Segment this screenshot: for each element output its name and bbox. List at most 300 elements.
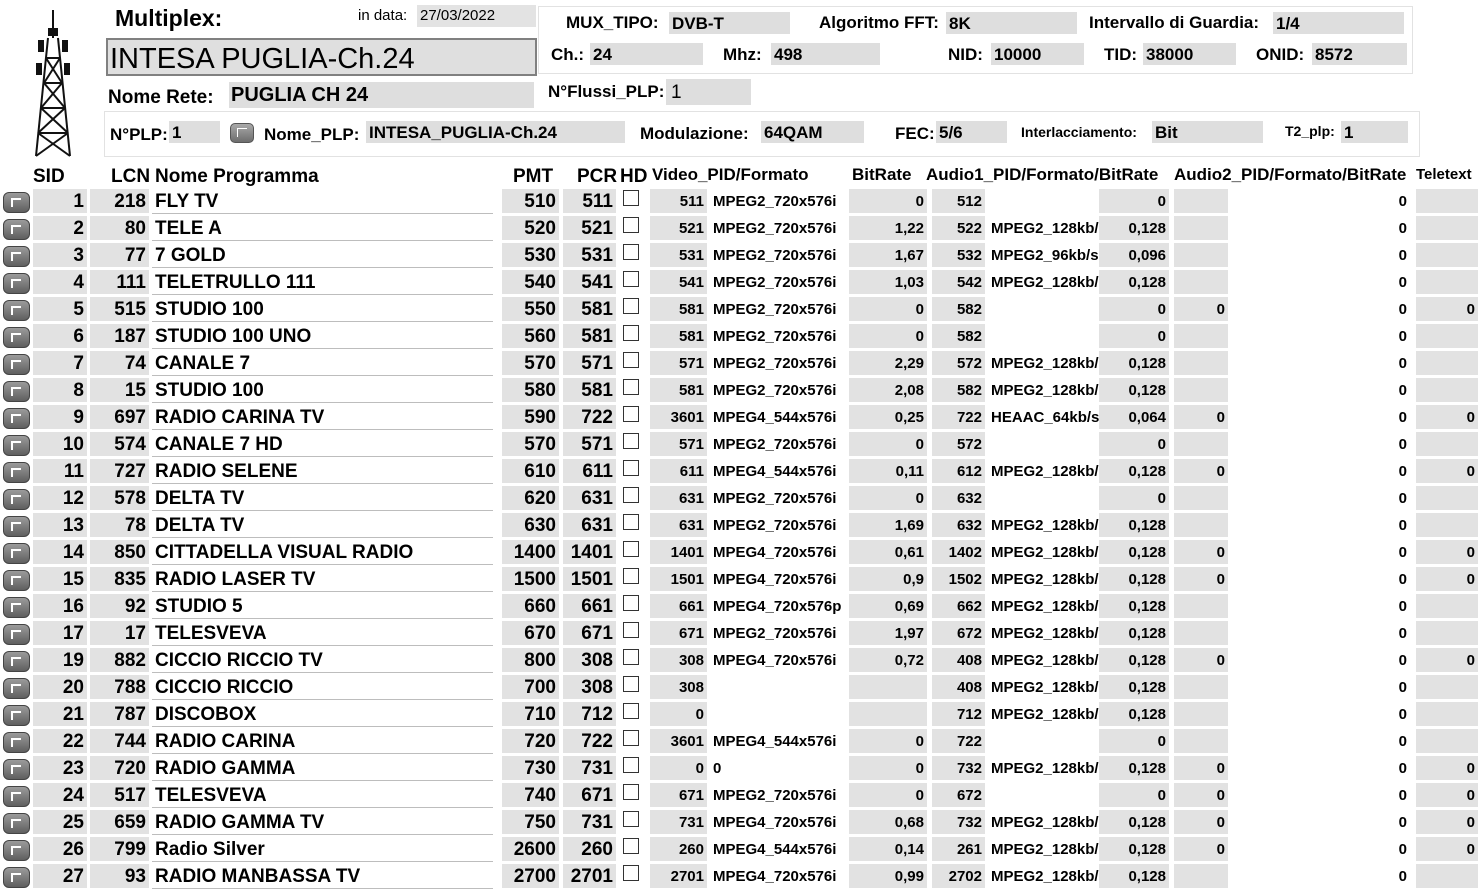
audio1-pid-cell[interactable]: 722 — [932, 405, 985, 429]
audio1-bitrate-cell[interactable]: 0 — [1099, 729, 1169, 753]
video-pid-cell[interactable]: 571 — [650, 432, 707, 456]
video-pid-cell[interactable]: 541 — [650, 270, 707, 294]
program-name-cell[interactable]: RADIO CARINA — [152, 729, 493, 754]
audio2-pid-cell[interactable] — [1174, 189, 1228, 213]
video-pid-cell[interactable]: 581 — [650, 378, 707, 402]
hd-checkbox[interactable] — [623, 487, 639, 503]
audio1-bitrate-cell[interactable]: 0,128 — [1099, 216, 1169, 240]
audio2-pid-cell[interactable] — [1174, 594, 1228, 618]
program-name-cell[interactable]: TELE A — [152, 216, 493, 241]
sid-cell[interactable]: 25 — [33, 810, 87, 834]
video-format-cell[interactable]: MPEG2_720x576i — [713, 490, 837, 507]
pmt-cell[interactable]: 580 — [502, 378, 559, 402]
teletext-cell[interactable]: 0 — [1416, 297, 1478, 321]
row-record-icon[interactable] — [3, 516, 30, 537]
video-pid-cell[interactable]: 1401 — [650, 540, 707, 564]
audio1-format-cell[interactable]: MPEG2_128kb/ — [991, 274, 1099, 291]
pmt-cell[interactable]: 1400 — [502, 540, 559, 564]
program-name-cell[interactable]: TELESVEVA — [152, 621, 493, 646]
teletext-cell[interactable] — [1416, 324, 1478, 348]
audio1-pid-cell[interactable]: 532 — [932, 243, 985, 267]
video-pid-cell[interactable]: 2701 — [650, 864, 707, 888]
pmt-cell[interactable]: 720 — [502, 729, 559, 753]
t2-field[interactable]: 1 — [1341, 121, 1408, 143]
lcn-cell[interactable]: 78 — [90, 513, 149, 537]
video-pid-cell[interactable]: 671 — [650, 783, 707, 807]
hd-checkbox[interactable] — [623, 568, 639, 584]
video-bitrate-cell[interactable] — [849, 702, 927, 726]
audio2-bitrate-cell[interactable]: 0 — [1398, 220, 1407, 237]
pcr-cell[interactable]: 581 — [563, 378, 616, 402]
audio2-pid-cell[interactable]: 0 — [1174, 567, 1228, 591]
audio1-pid-cell[interactable]: 572 — [932, 432, 985, 456]
pmt-cell[interactable]: 700 — [502, 675, 559, 699]
audio1-pid-cell[interactable]: 582 — [932, 324, 985, 348]
audio1-pid-cell[interactable]: 722 — [932, 729, 985, 753]
audio1-bitrate-cell[interactable]: 0,128 — [1099, 675, 1169, 699]
program-name-cell[interactable]: DISCOBOX — [152, 702, 493, 727]
video-format-cell[interactable]: MPEG4_544x576i — [713, 409, 837, 426]
audio1-bitrate-cell[interactable]: 0,128 — [1099, 702, 1169, 726]
pcr-cell[interactable]: 611 — [563, 459, 616, 483]
video-pid-cell[interactable]: 731 — [650, 810, 707, 834]
sid-cell[interactable]: 19 — [33, 648, 87, 672]
hd-checkbox[interactable] — [623, 433, 639, 449]
audio2-pid-cell[interactable]: 0 — [1174, 405, 1228, 429]
lcn-cell[interactable]: 720 — [90, 756, 149, 780]
sid-cell[interactable]: 23 — [33, 756, 87, 780]
audio1-format-cell[interactable]: MPEG2_128kb/ — [991, 679, 1099, 696]
pmt-cell[interactable]: 2600 — [502, 837, 559, 861]
teletext-cell[interactable] — [1416, 189, 1478, 213]
program-name-cell[interactable]: STUDIO 100 — [152, 378, 493, 403]
pmt-cell[interactable]: 710 — [502, 702, 559, 726]
video-format-cell[interactable]: MPEG4_720x576i — [713, 544, 837, 561]
audio1-bitrate-cell[interactable]: 0,128 — [1099, 648, 1169, 672]
row-record-icon[interactable] — [3, 489, 30, 510]
sid-cell[interactable]: 11 — [33, 459, 87, 483]
audio2-bitrate-cell[interactable]: 0 — [1398, 760, 1407, 777]
video-pid-cell[interactable]: 661 — [650, 594, 707, 618]
program-name-cell[interactable]: RADIO GAMMA — [152, 756, 493, 781]
audio1-pid-cell[interactable]: 632 — [932, 513, 985, 537]
video-bitrate-cell[interactable]: 0 — [849, 297, 927, 321]
audio2-bitrate-cell[interactable]: 0 — [1398, 382, 1407, 399]
video-format-cell[interactable]: MPEG4_544x576i — [713, 733, 837, 750]
audio1-format-cell[interactable]: MPEG2_96kb/s — [991, 247, 1099, 264]
teletext-cell[interactable] — [1416, 513, 1478, 537]
lcn-cell[interactable]: 882 — [90, 648, 149, 672]
audio1-pid-cell[interactable]: 672 — [932, 783, 985, 807]
pcr-cell[interactable]: 631 — [563, 486, 616, 510]
video-format-cell[interactable]: MPEG4_720x576i — [713, 571, 837, 588]
video-pid-cell[interactable]: 631 — [650, 513, 707, 537]
pmt-cell[interactable]: 610 — [502, 459, 559, 483]
pcr-cell[interactable]: 541 — [563, 270, 616, 294]
audio1-bitrate-cell[interactable]: 0,128 — [1099, 270, 1169, 294]
hd-checkbox[interactable] — [623, 595, 639, 611]
pmt-cell[interactable]: 590 — [502, 405, 559, 429]
audio1-bitrate-cell[interactable]: 0 — [1099, 783, 1169, 807]
audio2-pid-cell[interactable] — [1174, 216, 1228, 240]
pcr-cell[interactable]: 571 — [563, 432, 616, 456]
teletext-cell[interactable] — [1416, 621, 1478, 645]
video-bitrate-cell[interactable]: 0 — [849, 729, 927, 753]
audio1-pid-cell[interactable]: 1402 — [932, 540, 985, 564]
video-bitrate-cell[interactable]: 0,72 — [849, 648, 927, 672]
audio1-bitrate-cell[interactable]: 0,128 — [1099, 378, 1169, 402]
pmt-cell[interactable]: 750 — [502, 810, 559, 834]
lcn-cell[interactable]: 850 — [90, 540, 149, 564]
audio1-pid-cell[interactable]: 408 — [932, 675, 985, 699]
pmt-cell[interactable]: 570 — [502, 432, 559, 456]
audio1-bitrate-cell[interactable]: 0 — [1099, 189, 1169, 213]
hd-checkbox[interactable] — [623, 406, 639, 422]
row-record-icon[interactable] — [3, 543, 30, 564]
audio1-format-cell[interactable]: MPEG2_128kb/ — [991, 625, 1099, 642]
lcn-cell[interactable]: 80 — [90, 216, 149, 240]
video-format-cell[interactable] — [711, 702, 849, 726]
teletext-cell[interactable]: 0 — [1416, 405, 1478, 429]
teletext-cell[interactable]: 0 — [1416, 648, 1478, 672]
sid-cell[interactable]: 15 — [33, 567, 87, 591]
video-format-cell[interactable]: 0 — [713, 760, 722, 777]
sid-cell[interactable]: 14 — [33, 540, 87, 564]
hd-checkbox[interactable] — [623, 676, 639, 692]
audio1-bitrate-cell[interactable]: 0,128 — [1099, 351, 1169, 375]
hd-checkbox[interactable] — [623, 460, 639, 476]
video-pid-cell[interactable]: 260 — [650, 837, 707, 861]
teletext-cell[interactable] — [1416, 351, 1478, 375]
audio1-format-cell[interactable]: MPEG2_128kb/ — [991, 760, 1099, 777]
video-pid-cell[interactable]: 521 — [650, 216, 707, 240]
sid-cell[interactable]: 20 — [33, 675, 87, 699]
teletext-cell[interactable]: 0 — [1416, 837, 1478, 861]
teletext-cell[interactable] — [1416, 864, 1478, 888]
pmt-cell[interactable]: 630 — [502, 513, 559, 537]
row-record-icon[interactable] — [3, 354, 30, 375]
nome-plp-field[interactable]: INTESA_PUGLIA-Ch.24 — [366, 121, 625, 143]
video-format-cell[interactable]: MPEG2_720x576i — [713, 247, 837, 264]
row-record-icon[interactable] — [3, 327, 30, 348]
pcr-cell[interactable]: 308 — [563, 675, 616, 699]
lcn-cell[interactable]: 17 — [90, 621, 149, 645]
audio2-pid-cell[interactable] — [1174, 675, 1228, 699]
row-record-icon[interactable] — [3, 624, 30, 645]
audio2-bitrate-cell[interactable]: 0 — [1398, 814, 1407, 831]
video-bitrate-cell[interactable]: 0,69 — [849, 594, 927, 618]
pcr-cell[interactable]: 260 — [563, 837, 616, 861]
audio1-pid-cell[interactable]: 732 — [932, 756, 985, 780]
video-format-cell[interactable]: MPEG2_720x576i — [713, 328, 837, 345]
video-pid-cell[interactable]: 581 — [650, 324, 707, 348]
video-bitrate-cell[interactable]: 0,14 — [849, 837, 927, 861]
pmt-cell[interactable]: 800 — [502, 648, 559, 672]
audio2-bitrate-cell[interactable]: 0 — [1398, 733, 1407, 750]
video-bitrate-cell[interactable]: 2,08 — [849, 378, 927, 402]
pcr-cell[interactable]: 511 — [563, 189, 616, 213]
video-format-cell[interactable]: MPEG2_720x576i — [713, 787, 837, 804]
video-format-cell[interactable]: MPEG4_544x576i — [713, 463, 837, 480]
lcn-cell[interactable]: 74 — [90, 351, 149, 375]
audio2-pid-cell[interactable]: 0 — [1174, 756, 1228, 780]
video-pid-cell[interactable]: 0 — [650, 702, 707, 726]
audio1-pid-cell[interactable]: 542 — [932, 270, 985, 294]
audio1-bitrate-cell[interactable]: 0,128 — [1099, 621, 1169, 645]
video-format-cell[interactable]: MPEG4_720x576i — [713, 652, 837, 669]
pcr-cell[interactable]: 531 — [563, 243, 616, 267]
audio2-pid-cell[interactable]: 0 — [1174, 648, 1228, 672]
audio1-pid-cell[interactable]: 662 — [932, 594, 985, 618]
video-bitrate-cell[interactable]: 0 — [849, 486, 927, 510]
video-pid-cell[interactable]: 0 — [650, 756, 707, 780]
sid-cell[interactable]: 21 — [33, 702, 87, 726]
pcr-cell[interactable]: 1501 — [563, 567, 616, 591]
audio1-format-cell[interactable]: MPEG2_128kb/ — [991, 571, 1099, 588]
sid-cell[interactable]: 5 — [33, 297, 87, 321]
sid-cell[interactable]: 24 — [33, 783, 87, 807]
audio2-pid-cell[interactable] — [1174, 270, 1228, 294]
video-bitrate-cell[interactable]: 1,97 — [849, 621, 927, 645]
video-format-cell[interactable]: MPEG2_720x576i — [713, 355, 837, 372]
pmt-cell[interactable]: 670 — [502, 621, 559, 645]
date-field[interactable]: 27/03/2022 — [417, 5, 536, 27]
row-record-icon[interactable] — [3, 246, 30, 267]
sid-cell[interactable]: 4 — [33, 270, 87, 294]
fft-field[interactable]: 8K — [946, 12, 1077, 34]
pcr-cell[interactable]: 2701 — [563, 864, 616, 888]
video-format-cell[interactable] — [711, 675, 849, 699]
program-name-cell[interactable]: STUDIO 5 — [152, 594, 493, 619]
lcn-cell[interactable]: 218 — [90, 189, 149, 213]
pcr-cell[interactable]: 731 — [563, 756, 616, 780]
lcn-cell[interactable]: 574 — [90, 432, 149, 456]
video-bitrate-cell[interactable]: 0,99 — [849, 864, 927, 888]
pmt-cell[interactable]: 550 — [502, 297, 559, 321]
pcr-cell[interactable]: 1401 — [563, 540, 616, 564]
lcn-cell[interactable]: 187 — [90, 324, 149, 348]
program-name-cell[interactable]: CITTADELLA VISUAL RADIO — [152, 540, 493, 565]
program-name-cell[interactable]: DELTA TV — [152, 513, 493, 538]
row-record-icon[interactable] — [3, 705, 30, 726]
teletext-cell[interactable] — [1416, 432, 1478, 456]
sid-cell[interactable]: 3 — [33, 243, 87, 267]
program-name-cell[interactable]: STUDIO 100 UNO — [152, 324, 493, 349]
row-record-icon[interactable] — [3, 462, 30, 483]
audio1-bitrate-cell[interactable]: 0,128 — [1099, 459, 1169, 483]
pcr-cell[interactable]: 671 — [563, 621, 616, 645]
audio1-format-cell[interactable]: MPEG2_128kb/ — [991, 517, 1099, 534]
audio2-bitrate-cell[interactable]: 0 — [1398, 868, 1407, 885]
audio2-bitrate-cell[interactable]: 0 — [1398, 355, 1407, 372]
audio2-bitrate-cell[interactable]: 0 — [1398, 274, 1407, 291]
row-record-icon[interactable] — [3, 408, 30, 429]
audio1-format-cell[interactable] — [989, 189, 1101, 213]
pmt-cell[interactable]: 660 — [502, 594, 559, 618]
row-record-icon[interactable] — [3, 597, 30, 618]
program-name-cell[interactable]: STUDIO 100 — [152, 297, 493, 322]
pcr-cell[interactable]: 731 — [563, 810, 616, 834]
teletext-cell[interactable]: 0 — [1416, 459, 1478, 483]
teletext-cell[interactable]: 0 — [1416, 756, 1478, 780]
row-record-icon[interactable] — [3, 678, 30, 699]
audio1-bitrate-cell[interactable]: 0,128 — [1099, 837, 1169, 861]
audio1-pid-cell[interactable]: 572 — [932, 351, 985, 375]
hd-checkbox[interactable] — [623, 649, 639, 665]
pcr-cell[interactable]: 722 — [563, 729, 616, 753]
audio1-format-cell[interactable]: MPEG2_128kb/ — [991, 814, 1099, 831]
sid-cell[interactable]: 9 — [33, 405, 87, 429]
video-bitrate-cell[interactable]: 0,25 — [849, 405, 927, 429]
video-pid-cell[interactable]: 631 — [650, 486, 707, 510]
video-bitrate-cell[interactable]: 0 — [849, 756, 927, 780]
audio1-format-cell[interactable]: MPEG2_128kb/ — [991, 355, 1099, 372]
video-pid-cell[interactable]: 3601 — [650, 729, 707, 753]
tid-field[interactable]: 38000 — [1143, 43, 1236, 65]
program-name-cell[interactable]: RADIO GAMMA TV — [152, 810, 493, 835]
hd-checkbox[interactable] — [623, 811, 639, 827]
audio1-format-cell[interactable] — [989, 729, 1101, 753]
hd-checkbox[interactable] — [623, 757, 639, 773]
audio1-format-cell[interactable] — [989, 324, 1101, 348]
audio2-pid-cell[interactable] — [1174, 729, 1228, 753]
audio2-bitrate-cell[interactable]: 0 — [1398, 490, 1407, 507]
audio1-bitrate-cell[interactable]: 0,064 — [1099, 405, 1169, 429]
program-name-cell[interactable]: RADIO CARINA TV — [152, 405, 493, 430]
lcn-cell[interactable]: 578 — [90, 486, 149, 510]
audio1-bitrate-cell[interactable]: 0,128 — [1099, 756, 1169, 780]
hd-checkbox[interactable] — [623, 298, 639, 314]
video-bitrate-cell[interactable]: 0 — [849, 324, 927, 348]
lcn-cell[interactable]: 517 — [90, 783, 149, 807]
lcn-cell[interactable]: 788 — [90, 675, 149, 699]
pcr-cell[interactable]: 581 — [563, 297, 616, 321]
audio1-bitrate-cell[interactable]: 0,128 — [1099, 513, 1169, 537]
audio1-pid-cell[interactable]: 672 — [932, 621, 985, 645]
lcn-cell[interactable]: 787 — [90, 702, 149, 726]
audio1-bitrate-cell[interactable]: 0,096 — [1099, 243, 1169, 267]
pmt-cell[interactable]: 530 — [502, 243, 559, 267]
video-bitrate-cell[interactable]: 0,11 — [849, 459, 927, 483]
audio2-bitrate-cell[interactable]: 0 — [1398, 193, 1407, 210]
hd-checkbox[interactable] — [623, 325, 639, 341]
pcr-cell[interactable]: 722 — [563, 405, 616, 429]
video-pid-cell[interactable]: 571 — [650, 351, 707, 375]
lcn-cell[interactable]: 92 — [90, 594, 149, 618]
video-format-cell[interactable]: MPEG2_720x576i — [713, 517, 837, 534]
row-record-icon[interactable] — [3, 867, 30, 888]
video-bitrate-cell[interactable]: 1,67 — [849, 243, 927, 267]
hd-checkbox[interactable] — [623, 190, 639, 206]
audio2-pid-cell[interactable] — [1174, 351, 1228, 375]
audio1-format-cell[interactable] — [989, 486, 1101, 510]
row-record-icon[interactable] — [3, 273, 30, 294]
fec-field[interactable]: 5/6 — [936, 121, 1007, 143]
audio2-bitrate-cell[interactable]: 0 — [1398, 625, 1407, 642]
audio2-pid-cell[interactable] — [1174, 486, 1228, 510]
teletext-cell[interactable]: 0 — [1416, 540, 1478, 564]
program-name-cell[interactable]: FLY TV — [152, 189, 493, 214]
sid-cell[interactable]: 8 — [33, 378, 87, 402]
audio2-bitrate-cell[interactable]: 0 — [1398, 247, 1407, 264]
video-format-cell[interactable]: MPEG2_720x576i — [713, 220, 837, 237]
pmt-cell[interactable]: 570 — [502, 351, 559, 375]
program-name-cell[interactable]: CANALE 7 — [152, 351, 493, 376]
audio1-format-cell[interactable]: MPEG2_128kb/ — [991, 544, 1099, 561]
audio1-format-cell[interactable]: MPEG2_128kb/ — [991, 841, 1099, 858]
program-name-cell[interactable]: RADIO MANBASSA TV — [152, 864, 493, 889]
video-format-cell[interactable]: MPEG4_720x576i — [713, 814, 837, 831]
teletext-cell[interactable] — [1416, 702, 1478, 726]
teletext-cell[interactable]: 0 — [1416, 783, 1478, 807]
video-bitrate-cell[interactable]: 2,29 — [849, 351, 927, 375]
video-bitrate-cell[interactable]: 0,9 — [849, 567, 927, 591]
sid-cell[interactable]: 6 — [33, 324, 87, 348]
teletext-cell[interactable] — [1416, 243, 1478, 267]
audio2-bitrate-cell[interactable]: 0 — [1398, 517, 1407, 534]
audio1-bitrate-cell[interactable]: 0 — [1099, 432, 1169, 456]
pcr-cell[interactable]: 712 — [563, 702, 616, 726]
interl-field[interactable]: Bit — [1152, 121, 1263, 143]
program-name-cell[interactable]: RADIO LASER TV — [152, 567, 493, 592]
mod-field[interactable]: 64QAM — [761, 121, 864, 143]
audio1-format-cell[interactable]: MPEG2_128kb/ — [991, 220, 1099, 237]
teletext-cell[interactable] — [1416, 675, 1478, 699]
row-record-icon[interactable] — [3, 759, 30, 780]
pmt-cell[interactable]: 520 — [502, 216, 559, 240]
plp-field[interactable]: 1 — [169, 121, 220, 143]
program-name-cell[interactable]: TELESVEVA — [152, 783, 493, 808]
video-bitrate-cell[interactable]: 1,22 — [849, 216, 927, 240]
teletext-cell[interactable]: 0 — [1416, 567, 1478, 591]
audio2-bitrate-cell[interactable]: 0 — [1398, 679, 1407, 696]
sid-cell[interactable]: 7 — [33, 351, 87, 375]
video-pid-cell[interactable]: 308 — [650, 675, 707, 699]
hd-checkbox[interactable] — [623, 865, 639, 881]
audio1-bitrate-cell[interactable]: 0 — [1099, 324, 1169, 348]
audio2-bitrate-cell[interactable]: 0 — [1398, 328, 1407, 345]
video-pid-cell[interactable]: 611 — [650, 459, 707, 483]
hd-checkbox[interactable] — [623, 838, 639, 854]
audio1-pid-cell[interactable]: 612 — [932, 459, 985, 483]
hd-checkbox[interactable] — [623, 379, 639, 395]
teletext-cell[interactable]: 0 — [1416, 810, 1478, 834]
audio2-pid-cell[interactable] — [1174, 243, 1228, 267]
audio2-pid-cell[interactable]: 0 — [1174, 783, 1228, 807]
audio2-bitrate-cell[interactable]: 0 — [1398, 436, 1407, 453]
program-name-cell[interactable]: CICCIO RICCIO — [152, 675, 493, 700]
audio2-bitrate-cell[interactable]: 0 — [1398, 706, 1407, 723]
teletext-cell[interactable] — [1416, 594, 1478, 618]
audio2-bitrate-cell[interactable]: 0 — [1398, 409, 1407, 426]
program-name-cell[interactable]: Radio Silver — [152, 837, 493, 862]
audio2-bitrate-cell[interactable]: 0 — [1398, 841, 1407, 858]
video-pid-cell[interactable]: 511 — [650, 189, 707, 213]
audio2-pid-cell[interactable] — [1174, 432, 1228, 456]
video-bitrate-cell[interactable]: 0 — [849, 432, 927, 456]
audio1-bitrate-cell[interactable]: 0,128 — [1099, 594, 1169, 618]
nid-field[interactable]: 10000 — [991, 43, 1084, 65]
audio2-bitrate-cell[interactable]: 0 — [1398, 571, 1407, 588]
audio1-pid-cell[interactable]: 582 — [932, 297, 985, 321]
audio1-format-cell[interactable]: HEAAC_64kb/s — [991, 409, 1100, 426]
audio1-format-cell[interactable]: MPEG2_128kb/ — [991, 598, 1099, 615]
audio1-bitrate-cell[interactable]: 0 — [1099, 486, 1169, 510]
lcn-cell[interactable]: 659 — [90, 810, 149, 834]
audio1-format-cell[interactable]: MPEG2_128kb/ — [991, 652, 1099, 669]
video-format-cell[interactable]: MPEG2_720x576i — [713, 382, 837, 399]
audio2-bitrate-cell[interactable]: 0 — [1398, 787, 1407, 804]
